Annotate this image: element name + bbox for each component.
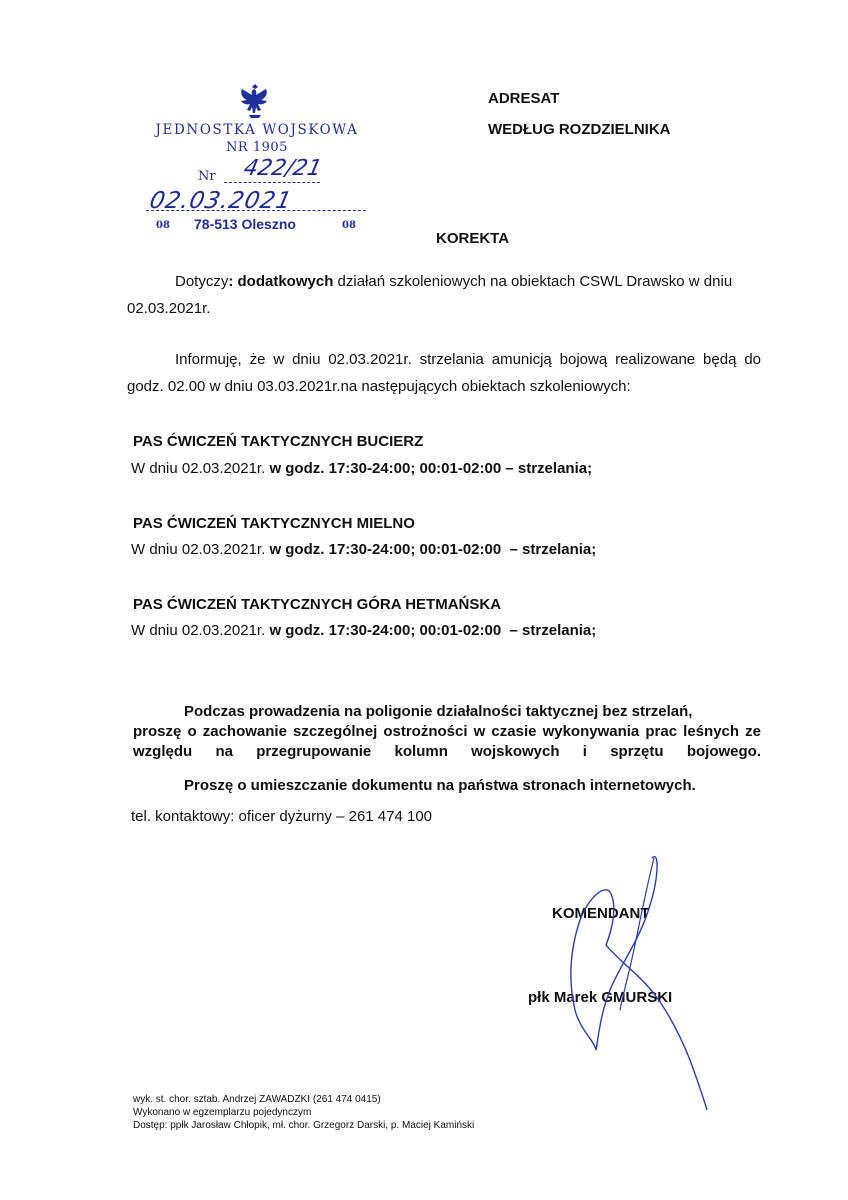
registry-stamp xyxy=(138,82,374,242)
stamp-code-right: 08 xyxy=(342,220,356,231)
object-detail-1: w godz. 17:30-24:00; 00:01-02:00 – strzelania; xyxy=(269,460,593,477)
subject-prefix: Dotyczy xyxy=(175,273,229,290)
stamp-unit-number: NR 1905 xyxy=(226,140,288,155)
footer-line-1: wyk. st. chor. sztab. Andrzej ZAWADZKI (261 474 0415) xyxy=(133,1094,381,1105)
stamp-city: 78-513 Oleszno xyxy=(194,216,296,232)
object-name-2: PAS ĆWICZEŃ TAKTYCZNYCH MIELNO xyxy=(133,515,415,532)
stamp-nr-line xyxy=(224,182,320,183)
object-name-3: PAS ĆWICZEŃ TAKTYCZNYCH GÓRA HETMAŃSKA xyxy=(133,596,502,613)
info-line-2: godz. 02.00 w dniu 03.03.2021r.na następujących obiektach szkoleniowych: xyxy=(127,378,631,395)
eagle-emblem-icon xyxy=(237,82,273,120)
stamp-nr-handwritten: 422/21 xyxy=(241,156,325,181)
stamp-nr-label: Nr xyxy=(198,169,216,184)
object-schedule-3 xyxy=(131,622,596,639)
object-detail-2: w godz. 17:30-24:00; 00:01-02:00 – strzelania; xyxy=(269,541,597,558)
addressee-line-1: ADRESAT xyxy=(488,90,560,107)
request-line: Proszę o umieszczanie dokumentu na państwa stronach internetowych. xyxy=(184,777,696,794)
object-date-2: W dniu 02.03.2021r. xyxy=(131,541,270,558)
object-date-3: W dniu 02.03.2021r. xyxy=(131,622,270,639)
object-detail-3: w godz. 17:30-24:00; 00:01-02:00 – strzelania; xyxy=(269,622,597,639)
notice-paragraph xyxy=(133,702,761,762)
notice-line-3: względu na przegrupowanie kolumn wojskowych i sprzętu bojowego. xyxy=(133,743,761,760)
stamp-date-line xyxy=(146,210,366,211)
notice-line-1: Podczas prowadzenia na poligonie działalności taktycznej bez strzelań, xyxy=(184,703,693,720)
footer-line-3: Dostęp: ppłk Jarosław Chłopik, mł. chor. Grzegorz Darski, p. Maciej Kamiński xyxy=(133,1120,475,1131)
object-schedule-1 xyxy=(131,460,592,477)
footer-line-2: Wykonano w egzemplarzu pojedynczym xyxy=(133,1107,312,1118)
object-name-1: PAS ĆWICZEŃ TAKTYCZNYCH BUCIERZ xyxy=(133,433,424,450)
subject-rest: działań szkoleniowych na obiektach CSWL Drawsko w dniu xyxy=(333,273,733,290)
subject-bold-word: dodatkowych xyxy=(233,273,334,290)
object-schedule-2 xyxy=(131,541,596,558)
notice-line-2: proszę o zachowanie szczególnej ostrożności w czasie wykonywania prac leśnych ze xyxy=(133,723,761,740)
addressee-line-2: WEDŁUG ROZDZIELNIKA xyxy=(488,121,671,138)
info-line-1: Informuję, że w dniu 02.03.2021r. strzelania amunicją bojową realizowane będą do xyxy=(175,351,761,368)
info-paragraph xyxy=(127,346,761,400)
signature-role: KOMENDANT xyxy=(552,905,650,922)
object-date-1: W dniu 02.03.2021r. xyxy=(131,460,270,477)
signature-name: płk Marek GMURSKI xyxy=(528,989,673,1006)
stamp-code-left: 08 xyxy=(156,220,170,231)
document-title: KOREKTA xyxy=(436,230,510,247)
subject-paragraph xyxy=(127,268,761,322)
subject-colon: : xyxy=(228,273,234,290)
subject-date: 02.03.2021r. xyxy=(127,300,211,317)
stamp-unit-name: JEDNOSTKA WOJSKOWA xyxy=(155,122,359,138)
stamp-date-handwritten: 02.03.2021 xyxy=(147,188,295,214)
contact-line: tel. kontaktowy: oficer dyżurny – 261 474 100 xyxy=(131,808,433,825)
